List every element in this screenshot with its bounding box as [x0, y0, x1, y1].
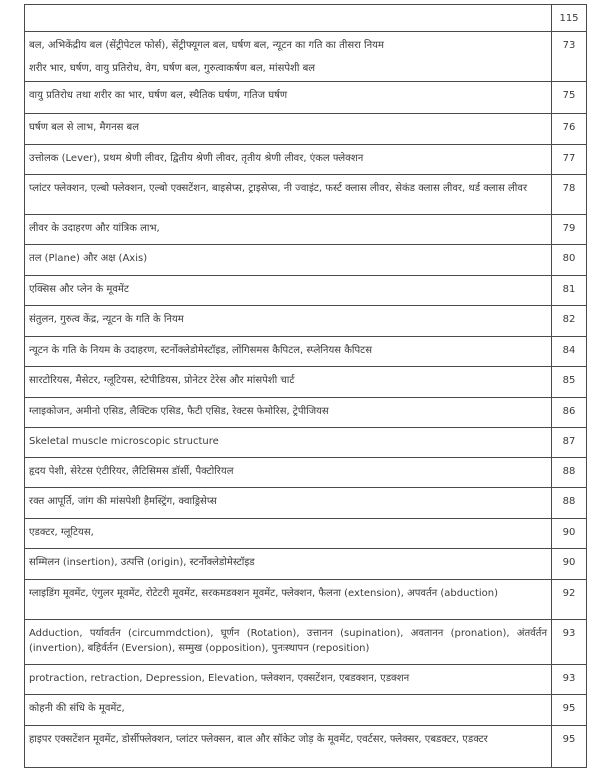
- page-number-cell: 82: [552, 306, 587, 337]
- table-row: [25, 549, 587, 580]
- topic-text: उत्तोलक (Lever), प्रथम श्रेणी लीवर, द्वितीय श्रेणी लीवर, तृतीय श्रेणी लीवर, एंकल फ्लेक्शन: [29, 153, 364, 164]
- topic-text: लीवर के उदाहरण और यांत्रिक लाभ,: [29, 223, 160, 234]
- page-number-cell: 95: [552, 726, 587, 768]
- topic-cell: [25, 82, 552, 114]
- topic-cell: [25, 519, 552, 549]
- topic-text: बल, अभिकेंद्रीय बल (सेंट्रीपेटल फोर्स), सेंट्रीफ्यूगल बल, घर्षण बल, न्यूटन का गति का तीसरा नियम: [29, 40, 384, 51]
- topic-text: ग्लाइकोजन, अमीनो एसिड, लैक्टिक एसिड, फैटी एसिड, रेक्टस फेमोरिस, ट्रेपीजियस: [29, 406, 329, 417]
- topic-cell: [25, 665, 552, 695]
- page-number-cell: 78: [552, 175, 587, 215]
- page-number-cell: 93: [552, 665, 587, 695]
- page-number-cell: 88: [552, 458, 587, 488]
- topic-cell: [25, 215, 552, 245]
- page-number-cell: 86: [552, 398, 587, 428]
- topic-cell: [25, 726, 552, 768]
- page-number-cell: 75: [552, 82, 587, 114]
- topic-text: एडक्टर, ग्लूटियस,: [29, 527, 94, 538]
- topic-cell: [25, 32, 552, 82]
- page-number-cell: 92: [552, 580, 587, 620]
- table-row: [25, 488, 587, 519]
- contents-table-body: [25, 5, 587, 768]
- page-number-cell: 80: [552, 245, 587, 276]
- topic-cell: [25, 114, 552, 145]
- page-number-cell: 88: [552, 488, 587, 519]
- table-row: [25, 215, 587, 245]
- table-row: [25, 695, 587, 726]
- topic-cell: [25, 337, 552, 367]
- topic-text: रक्त आपूर्ति, जांग की मांसपेशी हैमस्ट्रिंग, क्वाड्रिसेप्स: [29, 496, 217, 507]
- topic-cell: [25, 306, 552, 337]
- table-row: [25, 175, 587, 215]
- page-number-cell: 73: [552, 32, 587, 82]
- topic-text: घर्षण बल से लाभ, मैगनस बल: [29, 122, 140, 133]
- table-row: [25, 519, 587, 549]
- table-row: [25, 367, 587, 398]
- topic-cell: [25, 245, 552, 276]
- table-row: [25, 276, 587, 306]
- topic-cell: [25, 549, 552, 580]
- page-number-cell: 76: [552, 114, 587, 145]
- topic-text: न्यूटन के गति के नियम के उदाहरण, स्टर्नोक्लेडोमेस्टॉइड, लोंगिसमस कैपिटल, स्प्लेनियस कैपिटस: [29, 345, 372, 356]
- topic-cell: [25, 580, 552, 620]
- table-row: [25, 245, 587, 276]
- topic-text: Adduction, पर्यावर्तन (circummdction), घूर्णन (Rotation), उत्तानन (supination), अवतानन (pronation), अंतर्वर्तन (invertion), बहिर्वर्तन (Eversion), सम्मुख (opposition), पुनःस्थापन (reposition): [29, 628, 547, 654]
- table-row: [25, 114, 587, 145]
- page-number-cell: 81: [552, 276, 587, 306]
- topic-text: हाइपर एक्सटेंशन मूवमेंट, डोर्सीफ्लेक्शन, प्लांटर फ्लेक्सन, बाल और सॉकेट जोड़ के मूवमेंट, एवर्टसर, फ्लेक्सर, एबडक्टर, एडक्टर: [29, 734, 488, 745]
- page-number-cell: 85: [552, 367, 587, 398]
- topic-cell: [25, 276, 552, 306]
- page-number-cell: 90: [552, 519, 587, 549]
- topic-text: Skeletal muscle microscopic structure: [29, 436, 219, 447]
- table-row: [25, 82, 587, 114]
- page-number-cell: 95: [552, 695, 587, 726]
- page-number-cell: 90: [552, 549, 587, 580]
- topic-cell: [25, 367, 552, 398]
- topic-text: कोहनी की संधि के मूवमेंट,: [29, 703, 125, 714]
- topic-cell: [25, 175, 552, 215]
- topic-cell: [25, 695, 552, 726]
- page-number-cell: 77: [552, 145, 587, 175]
- contents-table: [24, 4, 587, 768]
- topic-text: शरीर भार, घर्षण, वायु प्रतिरोध, वेग, घर्षण बल, गुरुत्वाकर्षण बल, मांसपेशी बल: [29, 63, 316, 74]
- table-row: [25, 398, 587, 428]
- topic-text: प्लांटर फ्लेक्शन, एल्बो फ्लेक्शन, एल्बो एक्सटेंशन, बाइसेप्स, ट्राइसेप्स, नी ज्वाइंट, फर्स्ट क्लास लीवर, सेकंड क्लास लीवर, थर्ड क्लास लीवर: [29, 183, 528, 194]
- table-row: [25, 665, 587, 695]
- topic-cell: [25, 488, 552, 519]
- page-number-cell: 84: [552, 337, 587, 367]
- table-row: [25, 306, 587, 337]
- table-row: [25, 458, 587, 488]
- topic-text: वायु प्रतिरोध तथा शरीर का भार, घर्षण बल, स्थैतिक घर्षण, गतिज घर्षण: [29, 90, 288, 101]
- table-row: [25, 337, 587, 367]
- table-row: [25, 32, 587, 82]
- table-row: [25, 726, 587, 768]
- topic-text: हृदय पेशी, सेरेटस एंटीरियर, लैटिसिमस डॉर्सी, पैक्टोरियल: [29, 466, 234, 477]
- page-number-cell: 115: [552, 5, 587, 32]
- page-number-cell: 79: [552, 215, 587, 245]
- topic-text: सम्मिलन (insertion), उत्पत्ति (origin), स्टर्नोक्लेडोमेस्टॉइड: [29, 557, 255, 568]
- topic-cell: [25, 458, 552, 488]
- table-row: [25, 5, 587, 32]
- page-number-cell: 87: [552, 428, 587, 458]
- topic-cell: [25, 5, 552, 32]
- topic-text: protraction, retraction, Depression, Elevation, फ्लेक्शन, एक्सटेंशन, एबडक्शन, एडक्शन: [29, 673, 410, 684]
- table-row: [25, 428, 587, 458]
- topic-text: संतुलन, गुरुत्व केंद्र, न्यूटन के गति के नियम: [29, 314, 184, 325]
- topic-cell: [25, 145, 552, 175]
- topic-cell: [25, 398, 552, 428]
- topic-text: एक्सिस और प्लेन के मूवमेंट: [29, 284, 129, 295]
- topic-text: ग्लाइडिंग मूवमेंट, एंगुलर मूवमेंट, रोटेटरी मूवमेंट, सरकमडक्शन मूवमेंट, फ्लेक्शन, फैलना (extension), अपवर्तन (abduction): [29, 588, 498, 599]
- topic-text: तल (Plane) और अक्ष (Axis): [29, 253, 148, 264]
- table-row: [25, 620, 587, 665]
- topic-text: सारटोरियस, मैसेटर, ग्लूटियस, स्टेपीडियस, प्रोनेटर टेरेस और मांसपेशी चार्ट: [29, 375, 295, 386]
- page-number-cell: 93: [552, 620, 587, 665]
- table-row: [25, 580, 587, 620]
- table-row: [25, 145, 587, 175]
- topic-cell: [25, 620, 552, 665]
- topic-cell: [25, 428, 552, 458]
